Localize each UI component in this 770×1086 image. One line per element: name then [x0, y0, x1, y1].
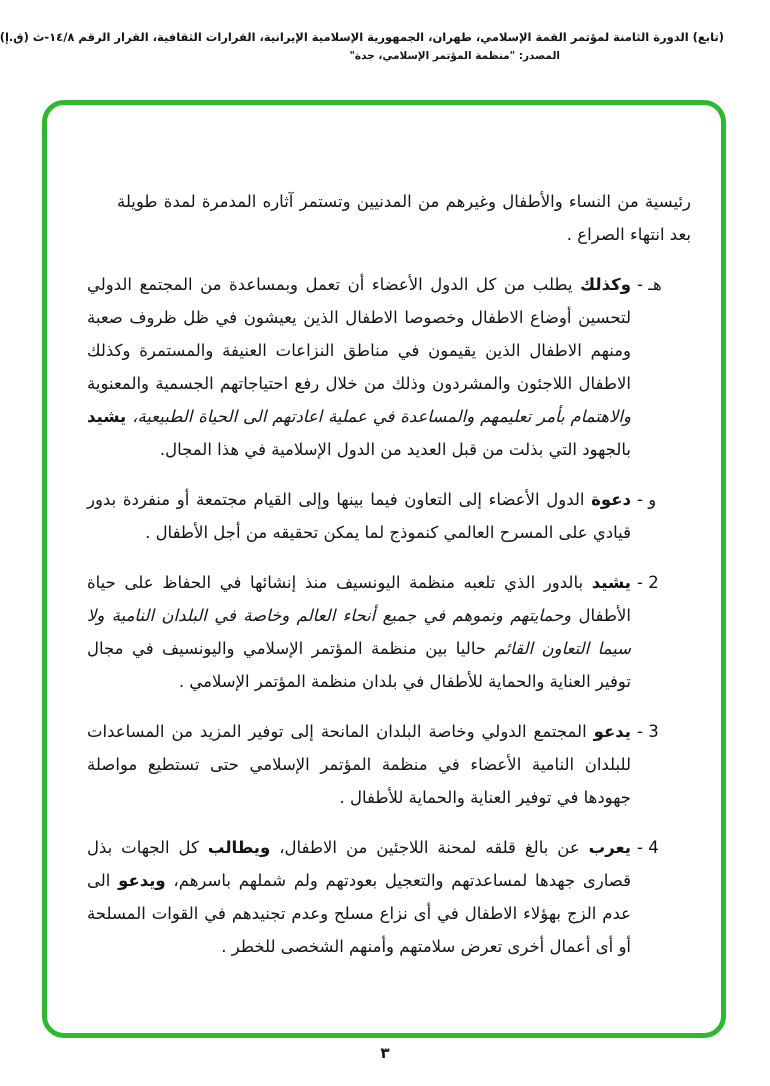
item-text	[87, 268, 631, 466]
list-item-waw	[87, 483, 691, 549]
item-text	[87, 715, 631, 814]
document-body	[47, 105, 721, 963]
text-segment: ويطالب	[207, 838, 271, 857]
text-segment: يدعو	[593, 722, 631, 741]
item-marker: 2 -	[637, 573, 659, 592]
text-segment: المجتمع الدولي وخاصة البلدان المانحة إلى توفير المزيد من المساعدات للبلدان النامية الأعضاء في منظمة المؤتمر الإسلامي حتى تستطيع مواصلة جهودها في توفير العناية والحماية للأطفال .	[87, 722, 631, 807]
green-border-frame	[42, 100, 726, 1038]
item-marker: هـ -	[637, 275, 662, 294]
text-segment: وكذلك	[580, 275, 631, 294]
text-segment: بالجهود التي بذلت من قبل العديد من الدول الإسلامية في هذا المجال.	[159, 440, 631, 459]
text-segment: والاهتمام بأمر تعليمهم والمساعدة في عملية اعادتهم الى الحياة الطبيعية،	[126, 407, 631, 426]
item-text	[87, 831, 631, 963]
text-segment: يطلب من كل الدول الأعضاء أن تعمل وبمساعدة من المجتمع الدولي لتحسين أوضاع الاطفال وخصوصا الاطفال الذين يعيشون في ظل ظروف صعبة ومنهم الاطفال الذين يقيمون في مناطق النزاعات العنيفة والمستمرة وكذلك الاطفال اللاجئون والمشردون وذلك من خلال رفع احتياجاتهم الجسمية والمعنوية	[87, 275, 631, 393]
text-segment: ويدعو	[118, 871, 166, 890]
text-segment: دعوة	[591, 490, 631, 509]
header-source: المصدر: "منظمة المؤتمر الإسلامي، جدة"	[349, 50, 560, 62]
text-segment: الى عدم الزج بهؤلاء الاطفال في أى نزاع مسلح وعدم تجنيدهم في القوات المسلحة أو أى أعمال أخرى تعرض سلامتهم وأمنهم الشخصى للخطر .	[87, 871, 631, 956]
text-segment: بالدور الذي تلعبه منظمة اليونسيف منذ إنشائها في الحفاظ على حياة الأطفال	[87, 573, 631, 625]
list-item-4	[87, 831, 691, 963]
paragraph-continuation: رئيسية من النساء والأطفال وغيرهم من المدنيين وتستمر آثاره المدمرة لمدة طويلة بعد انتهاء الصراع .	[117, 192, 691, 244]
header-title: (تابع) الدورة الثامنة لمؤتمر القمة الإسلامي، طهران، الجمهورية الإسلامية الإيرانية، القرارات الثقافية، القرار الرقم ١٤/٨-ث (ق.إ)	[0, 30, 724, 44]
item-text	[87, 566, 631, 698]
item-marker: 3 -	[637, 722, 659, 741]
text-segment: يشيد	[591, 573, 631, 592]
item-marker: و -	[637, 490, 657, 509]
list-item-ha	[87, 268, 691, 466]
text-segment: يعرب	[588, 838, 631, 857]
text-segment: عن بالغ قلقه لمحنة اللاجئين من الاطفال،	[270, 838, 589, 857]
text-segment: كل الجهات بذل قصارى جهدها لمساعدتهم والتعجيل بعودتهم ولم شملهم باسرهم،	[87, 838, 632, 890]
text-segment: الدول الأعضاء إلى التعاون فيما بينها وإلى القيام مجتمعة أو منفردة بدور قيادي على المسرح العالمي كنموذج لما يمكن تحقيقه من أجل الأطفال .	[87, 490, 631, 542]
text-segment: حاليا بين منظمة المؤتمر الإسلامي واليونسيف في مجال توفير العناية والحماية للأطفال في بلدان منظمة المؤتمر الإسلامي .	[87, 639, 631, 691]
text-segment: وحمايتهم ونموهم في جميع أنحاء العالم وخاصة في البلدان النامية ولا سيما التعاون القائم	[87, 606, 631, 658]
list-item-2	[87, 566, 691, 698]
document-header	[0, 30, 724, 62]
item-text	[87, 483, 631, 549]
list-item-3	[87, 715, 691, 814]
item-marker: 4 -	[637, 838, 659, 857]
text-segment: يشيد	[87, 407, 127, 426]
page-number: ٣	[380, 1044, 390, 1062]
